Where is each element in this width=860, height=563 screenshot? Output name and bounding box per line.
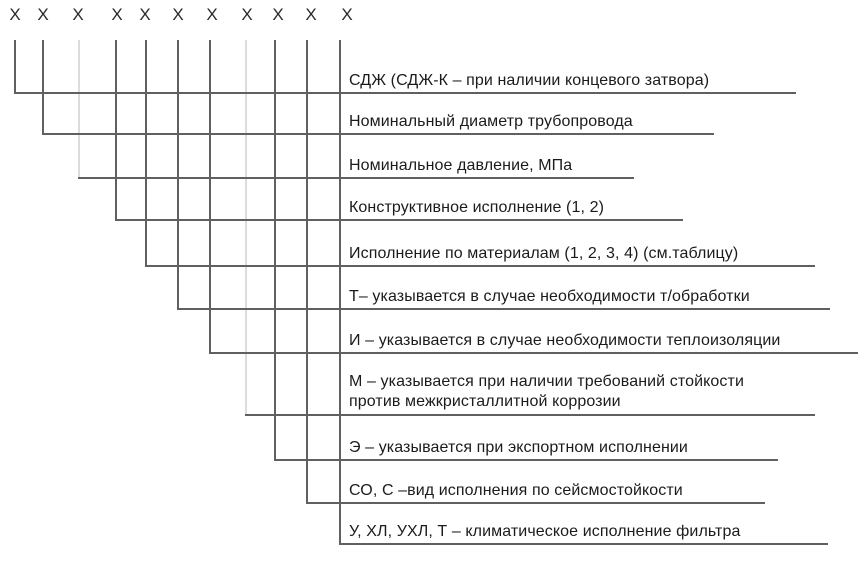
row-label bbox=[349, 372, 744, 412]
connector-horizontal-line bbox=[145, 265, 815, 267]
row-label-line1: М – указывается при наличии требований стойкости bbox=[349, 373, 744, 390]
row-label: И – указывается в случае необходимости теплоизоляции bbox=[349, 332, 781, 349]
code-placeholder: Х bbox=[72, 5, 84, 24]
connector-vertical-line bbox=[177, 40, 179, 308]
row-label: Номинальное давление, МПа bbox=[349, 157, 573, 174]
connector-horizontal-line bbox=[42, 133, 714, 135]
connector-vertical-line bbox=[14, 40, 16, 92]
connector-horizontal-line bbox=[245, 414, 815, 416]
code-placeholder: Х bbox=[111, 5, 123, 24]
row-label: СО, С –вид исполнения по сейсмостойкости bbox=[349, 482, 683, 499]
connector-vertical-line bbox=[274, 40, 276, 459]
code-placeholder: Х bbox=[272, 5, 284, 24]
connector-vertical-line bbox=[209, 40, 211, 352]
row-label: Исполнение по материалам (1, 2, 3, 4) (см.таблицу) bbox=[349, 245, 739, 262]
connector-vertical-line bbox=[145, 40, 147, 265]
row-label: У, ХЛ, УХЛ, Т – климатическое исполнение фильтра bbox=[349, 523, 741, 540]
connector-horizontal-line bbox=[177, 308, 830, 310]
connector-horizontal-line bbox=[339, 543, 828, 545]
code-placeholder: Х bbox=[206, 5, 218, 24]
connector-vertical-line bbox=[42, 40, 44, 133]
code-placeholder: Х bbox=[139, 5, 151, 24]
row-label: Т– указывается в случае необходимости т/обработки bbox=[349, 288, 750, 305]
connector-horizontal-line bbox=[14, 92, 796, 94]
connector-horizontal-line bbox=[209, 352, 858, 354]
connector-horizontal-line bbox=[115, 219, 683, 221]
connector-vertical-line bbox=[306, 40, 308, 502]
code-placeholder: Х bbox=[341, 5, 353, 24]
row-label: Номинальный диаметр трубопровода bbox=[349, 113, 633, 130]
row-label-line2: против межкристаллитной коррозии bbox=[349, 393, 621, 410]
connector-horizontal-line bbox=[78, 177, 634, 179]
code-placeholder: Х bbox=[305, 5, 317, 24]
code-placeholder: Х bbox=[37, 5, 49, 24]
row-label: Конструктивное исполнение (1, 2) bbox=[349, 199, 605, 216]
connector-vertical-line bbox=[115, 40, 117, 219]
row-label: СДЖ (СДЖ-К – при наличии концевого затвора) bbox=[349, 72, 710, 89]
connector-vertical-line bbox=[78, 40, 80, 177]
code-placeholder: Х bbox=[241, 5, 253, 24]
code-placeholder: Х bbox=[9, 5, 21, 24]
connector-vertical-line bbox=[339, 40, 341, 543]
row-label: Э – указывается при экспортном исполнении bbox=[349, 439, 688, 456]
code-placeholder: Х bbox=[172, 5, 184, 24]
connector-horizontal-line bbox=[274, 459, 778, 461]
connector-horizontal-line bbox=[306, 502, 765, 504]
connector-vertical-line bbox=[245, 40, 247, 414]
